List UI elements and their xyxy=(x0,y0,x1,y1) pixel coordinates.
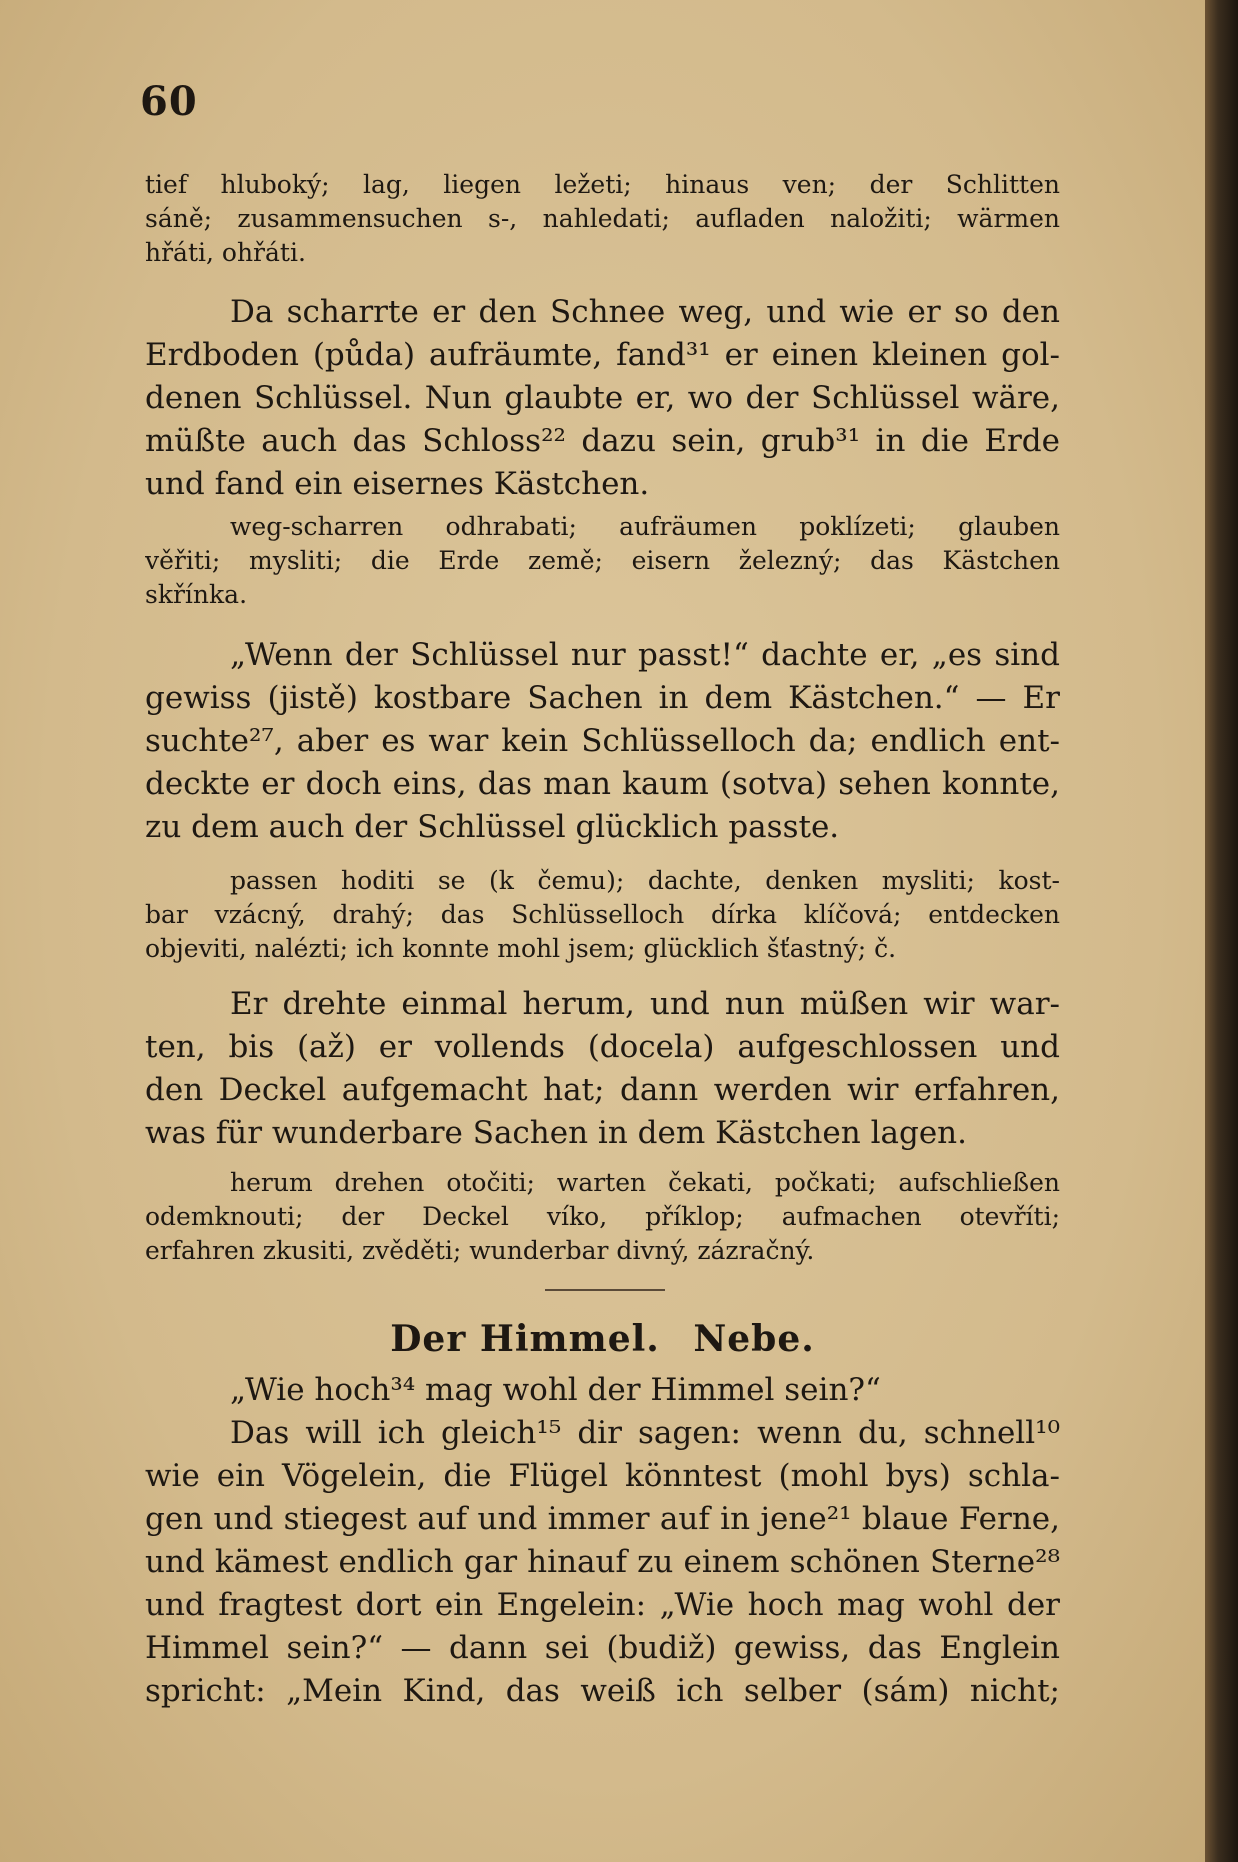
text-line: „Wie hoch³⁴ mag wohl der Himmel sein?“ xyxy=(230,1372,881,1408)
text-line: den Deckel aufgemacht hat; dann werden wir erfahren, xyxy=(145,1072,1060,1108)
text-line: gewiss (jistě) kostbare Sachen in dem Kästchen.“ — Er xyxy=(145,680,1060,716)
vocab-line: passen hoditi se (k čemu); dachte, denken mysliti; kost- xyxy=(230,866,1060,895)
text-line: müßte auch das Schloss²² dazu sein, grub³¹ in die Erde xyxy=(145,423,1060,459)
vocab-line: weg-scharren odhrabati; aufräumen poklízeti; glauben xyxy=(230,512,1060,541)
vocab-note-1 xyxy=(145,168,1060,270)
text-line: Das will ich gleich¹⁵ dir sagen: wenn du, schnell¹⁰ xyxy=(230,1415,1060,1451)
text-line: und fragtest dort ein Engelein: „Wie hoch mag wohl der xyxy=(145,1587,1060,1623)
text-line: Da scharrte er den Schnee weg, und wie er so den xyxy=(230,294,1060,330)
text-line: Erdboden (půda) aufräumte, fand³¹ er einen kleinen gol- xyxy=(145,337,1060,373)
book-spine-edge xyxy=(1205,0,1238,1862)
heading-german: Der Himmel. xyxy=(390,1318,660,1360)
text-line: ten, bis (až) er vollends (docela) aufgeschlossen und xyxy=(145,1029,1060,1065)
section-divider xyxy=(545,1289,665,1291)
vocab-line: erfahren zkusiti, zvěděti; wunderbar divný, zázračný. xyxy=(145,1236,815,1265)
paragraph-3 xyxy=(145,983,1060,1155)
vocab-line: objeviti, nalézti; ich konnte mohl jsem; glücklich šťastný; č. xyxy=(145,934,897,963)
text-line: gen und stiegest auf und immer auf in jene²¹ blaue Ferne, xyxy=(145,1501,1060,1537)
vocab-line: hřáti, ohřáti. xyxy=(145,238,306,267)
text-line: denen Schlüssel. Nun glaubte er, wo der Schlüssel wäre, xyxy=(145,380,1060,416)
text-line: und fand ein eisernes Kästchen. xyxy=(145,466,650,502)
text-line: spricht: „Mein Kind, das weiß ich selber (sám) nicht; xyxy=(145,1673,1060,1709)
page-number: 60 xyxy=(140,78,198,125)
paragraph-4 xyxy=(145,1369,1060,1713)
vocab-line: věřiti; mysliti; die Erde země; eisern železný; das Kästchen xyxy=(145,546,1060,575)
text-line: und kämest endlich gar hinauf zu einem schönen Sterne²⁸ xyxy=(145,1544,1060,1580)
text-line: suchte²⁷, aber es war kein Schlüsselloch da; endlich ent- xyxy=(145,723,1060,759)
vocab-line: skřínka. xyxy=(145,580,248,609)
vocab-line: tief hluboký; lag, liegen ležeti; hinaus ven; der Schlitten xyxy=(145,170,1060,199)
vocab-line: herum drehen otočiti; warten čekati, počkati; aufschließen xyxy=(230,1168,1060,1197)
heading-czech: Nebe. xyxy=(693,1318,815,1360)
text-line: was für wunderbare Sachen in dem Kästchen lagen. xyxy=(145,1115,967,1151)
paragraph-1 xyxy=(145,291,1060,506)
text-line: Er drehte einmal herum, und nun müßen wir war- xyxy=(230,986,1060,1022)
text-line: wie ein Vögelein, die Flügel könntest (mohl bys) schla- xyxy=(145,1458,1060,1494)
text-line: zu dem auch der Schlüssel glücklich passte. xyxy=(145,809,840,845)
vocab-note-2 xyxy=(145,510,1060,612)
section-heading xyxy=(0,1318,1205,1360)
text-line: „Wenn der Schlüssel nur passt!“ dachte er, „es sind xyxy=(230,637,1060,673)
vocab-note-4 xyxy=(145,1166,1060,1268)
vocab-note-3 xyxy=(145,864,1060,966)
vocab-line: odemknouti; der Deckel víko, příklop; aufmachen otevříti; xyxy=(145,1202,1060,1231)
vocab-line: sáně; zusammensuchen s-, nahledati; aufladen naložiti; wärmen xyxy=(145,204,1060,233)
vocab-line: bar vzácný, drahý; das Schlüsselloch dírka klíčová; entdecken xyxy=(145,900,1060,929)
text-line: Himmel sein?“ — dann sei (budiž) gewiss, das Englein xyxy=(145,1630,1060,1666)
text-line: deckte er doch eins, das man kaum (sotva) sehen konnte, xyxy=(145,766,1060,802)
paragraph-2 xyxy=(145,634,1060,849)
